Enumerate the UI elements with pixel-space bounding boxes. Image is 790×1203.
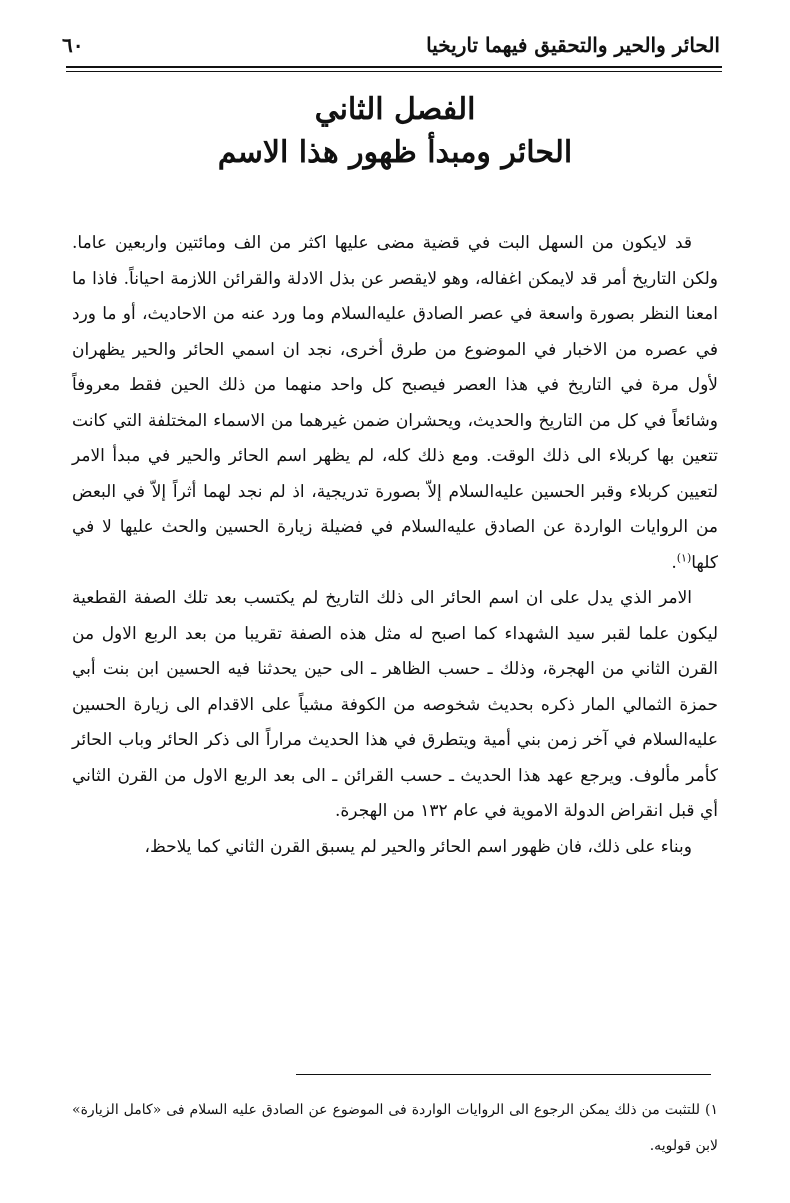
paragraph-1 bbox=[72, 226, 718, 581]
header-rule-thin bbox=[66, 71, 722, 72]
footnote-separator bbox=[296, 1074, 711, 1075]
running-header bbox=[62, 30, 720, 60]
paragraph-2: الامر الذي يدل على ان اسم الحائر الى ذلك التاريخ لم يكتسب بعد تلك الصفة القطعية ليكون علما لقبر سيد الشهداء كما اصبح له مثل هذه الصفة تقريبا من بعد الربع الاول من القرن الثاني من الهجرة، وذلك ـ حسب الظاهر ـ الى حين يحدثنا فيه الحسين ابن بنت أبي حمزة الثمالي المار ذكره بحديث شخوصه من الكوفة مشياً على الاقدام الى زيارة الحسين عليه‌السلام في آخر زمن بني أمية ويتطرق في هذا الحديث مراراً الى ذكر الحائر وباب الحائر كأمر مألوف. ويرجع عهد هذا الحديث ـ حسب القرائن ـ الى بعد الربع الاول من القرن الثاني أي قبل انقراض الدولة الاموية في عام ١٣٢ من الهجرة. bbox=[72, 588, 718, 821]
paragraph-1-text: قد لايكون من السهل البت في قضية مضى عليها اكثر من الف ومائتين واربعين عاما. ولكن التاريخ أمر قد لايمكن اغفاله، وهو لايقصر عن بذل الادلة والقرائن اللازمة احياناً. فاذا ما امعنا النظر بصورة واسعة في عصر الصادق عليه‌السلام وما ورد عنه من الاحاديث، أو ما ورد في عصره من الاخبار في الموضوع من طرق أخرى، نجد ان اسمي الحائر والحير يظهران لأول مرة في التاريخ في هذا العصر فيصبح كل واحد منهما من ذلك الحين فقط معروفاً وشائعاً في كل من التاريخ والحديث، ويحشران ضمن غيرهما من الاسماء المختلفة التي كانت تتعين بها كربلاء الى ذلك الوقت. ومع ذلك كله، لم يظهر اسم الحائر والحير في مبدأ الامر لتعيين كربلاء وقبر الحسين عليه‌السلام إلاّ بصورة تدريجية، اذ لم نجد لهما أثراً إلاّ في البعض من الروايات الواردة عن الصادق عليه‌السلام في فضيلة زيارة الحسين والحث عليها لا في كلها bbox=[72, 233, 718, 573]
page-number: ٦٠ bbox=[62, 33, 84, 57]
header-rule-thick bbox=[66, 66, 722, 68]
running-title: الحائر والحير والتحقيق فيهما تاريخيا bbox=[426, 33, 720, 57]
paragraph-1-end: . bbox=[671, 552, 677, 573]
footnote-marker[interactable]: (١) bbox=[676, 550, 692, 564]
chapter-heading bbox=[66, 90, 724, 176]
body-text bbox=[72, 226, 718, 865]
chapter-label: الفصل الثاني bbox=[314, 92, 476, 127]
paragraph-3: وبناء على ذلك، فان ظهور اسم الحائر والحير لم يسبق القرن الثاني كما يلاحظ، bbox=[144, 836, 692, 857]
chapter-title: الحائر ومبدأ ظهور هذا الاسم bbox=[217, 135, 573, 170]
footnote bbox=[72, 1092, 718, 1164]
footnote-text: ١) للتثبت من ذلك يمكن الرجوع الى الروايات الواردة فى الموضوع عن الصادق عليه السلام فى «كامل الزيارة» لابن قولويه. bbox=[72, 1102, 718, 1154]
